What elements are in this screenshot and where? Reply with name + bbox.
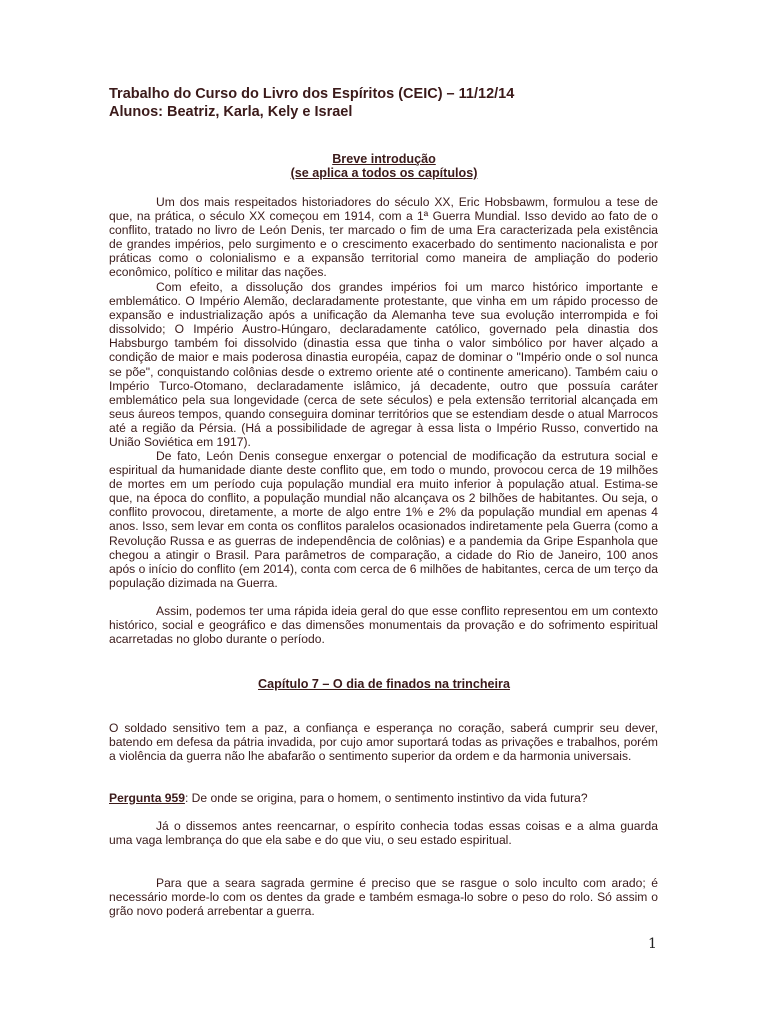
chapter-paragraph-1: O soldado sensitivo tem a paz, a confiança e esperança no coração, saberá cumprir seu dever, batendo em defesa da pátria invadida, por cujo amor suportará todas as privações e trabalhos, porém a violência da guerra não lhe abafarão o sentimento superior da ordem e da harmonia universais. bbox=[109, 721, 658, 764]
question-line bbox=[109, 791, 658, 805]
page-number: 1 bbox=[648, 936, 657, 952]
intro-paragraph-4: Assim, podemos ter uma rápida ideia geral do que esse conflito representou em um contexto histórico, social e geográfico e das dimensões monumentais da provação e do sofrimento espiritual acarretadas no globo durante o período. bbox=[109, 604, 658, 647]
chapter-title: Capítulo 7 – O dia de finados na trincheira bbox=[258, 677, 510, 691]
intro-paragraph-2: Com efeito, a dissolução dos grandes impérios foi um marco histórico importante e emblemático. O Império Alemão, declaradamente protestante, que vinha em um rápido processo de expansão e industrialização após a unificação da Alemanha teve sua evolução interrompida e foi dissolvido; O Império Austro-Húngaro, declaradamente católico, governado pela dinastia dos Habsburgo também foi dissolvido (dinastia essa que tinha o valor simbólico por haver alçado a condição de maior e mais poderosa dinastia européia, capaz de dominar o "Império onde o sol nunca se põe", conquistando colônias desde o extremo oriente até o continente americano). Também caiu o Império Turco-Otomano, declaradamente islâmico, já decadente, outro que possuía caráter emblemático pela sua longevidade (cerca de sete séculos) e pela extensão territorial alcançada em seus áureos tempos, quando conseguira dominar territórios que se estendiam desde o atual Marrocos até a região da Pérsia. (Há a possibilidade de agregar à essa lista o Império Russo, convertido na União Soviética em 1917). bbox=[109, 280, 658, 450]
answer-paragraph: Já o dissemos antes reencarnar, o espírito conhecia todas essas coisas e a alma guarda uma vaga lembrança do que ela sabe e do que viu, o seu estado espiritual. bbox=[109, 819, 658, 848]
question-text: : De onde se origina, para o homem, o sentimento instintivo da vida futura? bbox=[184, 791, 588, 805]
header-course-title: Trabalho do Curso do Livro dos Espíritos (CEIC) – 11/12/14 bbox=[109, 86, 515, 102]
header-students: Alunos: Beatriz, Karla, Kely e Israel bbox=[109, 104, 353, 120]
intro-title: Breve introdução bbox=[332, 152, 436, 166]
question-label: Pergunta 959 bbox=[109, 791, 185, 805]
intro-paragraph-1: Um dos mais respeitados historiadores do século XX, Eric Hobsbawm, formulou a tese de que, na prática, o século XX começou em 1914, com a 1ª Guerra Mundial. Isso devido ao fato de o conflito, tratado no livro de León Denis, ter marcado o fim de uma Era caracterizada pela existência de grandes impérios, pelo surgimento e o crescimento exacerbado do sentimento nacionalista e por práticas como o colonialismo e a expansão territorial como maneira de ampliação do poderio econômico, político e militar das nações. bbox=[109, 195, 658, 280]
chapter-paragraph-2: Para que a seara sagrada germine é preciso que se rasgue o solo inculto com arado; é necessário morde-lo com os dentes da grade e também esmaga-lo sobre o peso do rolo. Só assim o grão novo poderá arrebentar a guerra. bbox=[109, 876, 658, 919]
intro-subtitle: (se aplica a todos os capítulos) bbox=[290, 166, 478, 180]
intro-paragraph-3: De fato, León Denis consegue enxergar o potencial de modificação da estrutura social e espiritual da humanidade diante deste conflito que, em todo o mundo, provocou cerca de 19 milhões de mortes em um período cuja população mundial era muito inferior à população atual. Estima-se que, na época do conflito, a população mundial não alcançava os 2 bilhões de habitantes. Ou seja, o conflito provocou, diretamente, a morte de algo entre 1% e 2% da população mundial em apenas 4 anos. Isso, sem levar em conta os conflitos paralelos ocasionados indiretamente pela Guerra (como a Revolução Russa e as guerras de independência de colônias) e a pandemia da Gripe Espanhola que chegou a atingir o Brasil. Para parâmetros de comparação, a cidade do Rio de Janeiro, 100 anos após o início do conflito (em 2014), conta com cerca de 6 milhões de habitantes, cerca de um terço da população dizimada na Guerra. bbox=[109, 449, 658, 590]
